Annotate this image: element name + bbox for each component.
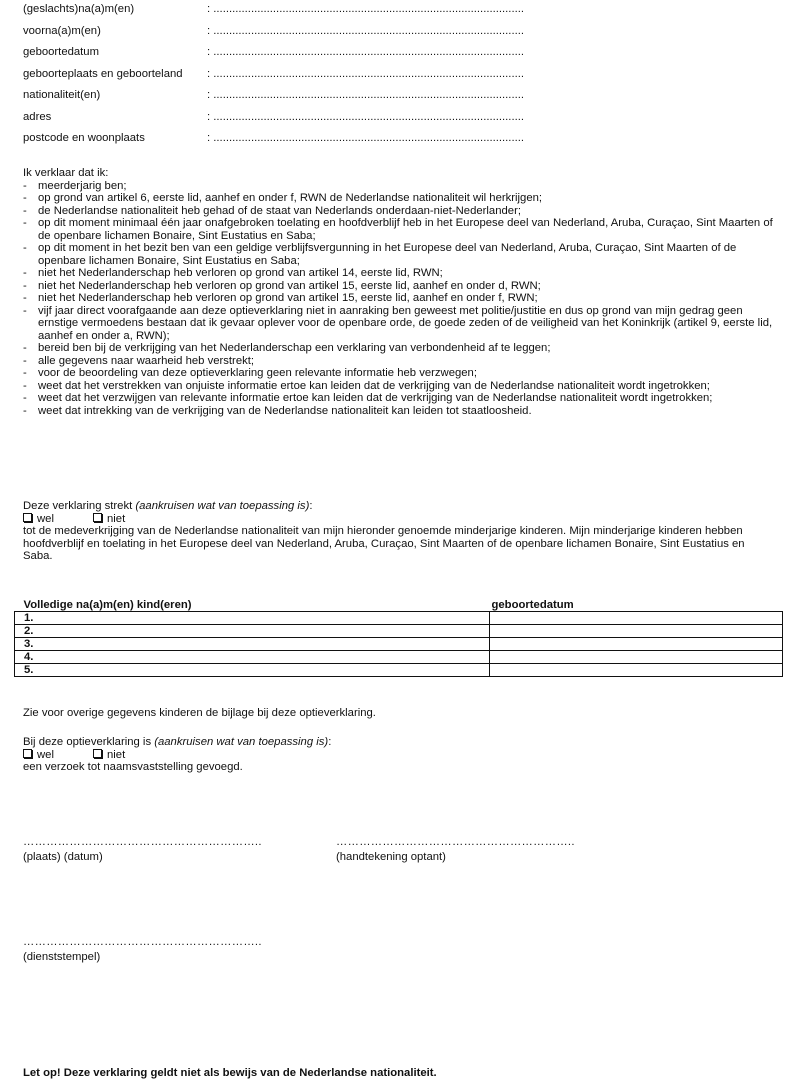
checkbox-icon[interactable] <box>23 513 32 522</box>
warning-note: Let op! Deze verklaring geldt niet als bewijs van de Nederlandse nationaliteit. <box>23 1067 437 1079</box>
personal-data-fields <box>23 3 783 154</box>
name-request-section <box>23 736 775 774</box>
bullet-dash: - <box>23 342 27 354</box>
child-name-cell[interactable]: 1. <box>15 612 490 625</box>
field-first-names[interactable] <box>23 25 783 47</box>
column-header-name: Volledige na(a)m(en) kind(eren) <box>23 599 192 611</box>
declaration-item: - niet het Nederlanderschap heb verloren op grond van artikel 15, eerste lid, aanhef en onder f, RWN; <box>23 292 538 304</box>
table-row <box>15 625 783 638</box>
field-label: geboortedatum <box>23 46 99 58</box>
stamp-label: (dienststempel) <box>23 951 101 963</box>
bullet-dash: - <box>23 354 27 367</box>
declaration-item: - voor de beoordeling van deze optieverklaring geen relevante informatie heb verzwegen; <box>23 367 477 379</box>
extension-options <box>23 513 775 526</box>
checkbox-icon[interactable] <box>93 749 102 758</box>
field-nationality[interactable] <box>23 89 783 111</box>
table-row <box>15 638 783 651</box>
declaration-item: - niet het Nederlanderschap heb verloren op grond van artikel 15, eerste lid, aanhef en onder d, RWN; <box>23 279 541 292</box>
bullet-dash: - <box>23 217 27 229</box>
bullet-dash: - <box>23 242 27 254</box>
child-date-cell[interactable] <box>490 651 783 664</box>
field-date-of-birth[interactable] <box>23 46 783 68</box>
child-name-cell[interactable]: 4. <box>15 651 490 664</box>
declaration-item: - op dit moment in het bezit ben van een geldige verblijfsvergunning in het Europese deel van Nederland, Aruba, Curaçao, Sint Maarten of de openbare lichamen Bonaire, Sint Eustatius en Saba; <box>23 242 737 267</box>
child-date-cell[interactable] <box>490 638 783 651</box>
table-row <box>15 612 783 625</box>
checkbox-niet[interactable]: niet <box>93 749 125 762</box>
field-label: voorna(a)m(en) <box>23 24 101 37</box>
field-postcode-city[interactable] <box>23 132 783 154</box>
child-name-cell[interactable]: 5. <box>15 664 490 677</box>
bullet-dash: - <box>23 367 27 379</box>
field-dotted-line[interactable]: : ................................................................................................... <box>207 24 525 37</box>
checkbox-icon[interactable] <box>23 749 32 758</box>
field-label: (geslachts)na(a)m(en) <box>23 3 135 15</box>
name-request-question: Bij deze optieverklaring is (aankruisen wat van toepassing is): <box>23 736 332 748</box>
declaration-item: - op grond van artikel 6, eerste lid, aanhef en onder f, RWN de Nederlandse nationaliteit wil herkrijgen; <box>23 192 543 204</box>
declaration-item: - meerderjarig ben; <box>23 179 127 192</box>
declaration-item: - op dit moment minimaal één jaar onafgebroken toelating en hoofdverblijf heb in het Europese deel van Nederland, Aruba, Curaçao, Sint Maarten of de openbare lichamen Bonaire, Sint Eustatius en Saba; <box>23 217 773 242</box>
declaration-item: - weet dat intrekking van de verkrijging van de Nederlandse nationaliteit kan leiden tot staatloosheid. <box>23 404 532 417</box>
name-request-body: een verzoek tot naamsvaststelling gevoegd. <box>23 761 243 773</box>
bullet-dash: - <box>23 179 27 192</box>
field-dotted-line[interactable]: : ................................................................................................... <box>207 132 525 144</box>
field-surname[interactable] <box>23 3 783 25</box>
bullet-dash: - <box>23 392 27 404</box>
declaration-item: - niet het Nederlanderschap heb verloren op grond van artikel 14, eerste lid, RWN; <box>23 267 443 279</box>
bullet-dash: - <box>23 267 27 279</box>
field-label: adres <box>23 110 52 123</box>
field-dotted-line[interactable]: : ................................................................................................... <box>207 67 525 80</box>
place-date-line[interactable]: …………………………………………………….. <box>23 836 262 848</box>
field-dotted-line[interactable]: : ................................................................................................... <box>207 89 525 101</box>
child-date-cell[interactable] <box>490 664 783 677</box>
declaration-item: - weet dat het verzwijgen van relevante informatie ertoe kan leiden dat de verkrijging van de Nederlandse nationaliteit wordt ingetrokken; <box>23 392 713 404</box>
name-request-options <box>23 749 775 762</box>
extension-question: Deze verklaring strekt (aankruisen wat van toepassing is): <box>23 500 313 512</box>
child-date-cell[interactable] <box>490 612 783 625</box>
declaration-intro: Ik verklaar dat ik: <box>23 167 109 179</box>
declaration-item: - alle gegevens naar waarheid heb verstrekt; <box>23 354 255 367</box>
bullet-dash: - <box>23 379 27 392</box>
child-name-cell[interactable]: 2. <box>15 625 490 638</box>
bullet-dash: - <box>23 192 27 204</box>
checkbox-wel[interactable]: wel <box>23 749 54 762</box>
bullet-dash: - <box>23 404 27 417</box>
checkbox-icon[interactable] <box>93 513 102 522</box>
field-dotted-line[interactable]: : ................................................................................................... <box>207 110 525 123</box>
table-row <box>15 651 783 664</box>
bullet-dash: - <box>23 292 27 304</box>
declaration-item: - de Nederlandse nationaliteit heb gehad of de staat van Nederlands onderdaan-niet-Nederlander; <box>23 204 521 217</box>
signature-label: (handtekening optant) <box>336 851 446 863</box>
field-dotted-line[interactable]: : ................................................................................................... <box>207 46 525 58</box>
bullet-dash: - <box>23 304 27 317</box>
declaration-item: - bereid ben bij de verkrijging van het Nederlanderschap een verklaring van verbondenheid af te leggen; <box>23 342 551 354</box>
children-table <box>14 599 783 677</box>
field-dotted-line[interactable]: : ................................................................................................... <box>207 3 525 15</box>
checkbox-niet[interactable]: niet <box>93 513 125 526</box>
declaration-section <box>23 167 775 417</box>
extension-body: tot de medeverkrijging van de Nederlandse nationaliteit van mijn hieronder genoemde minderjarige kinderen. Mijn minderjarige kinderen hebben hoofdverblijf en toelating in het Europese deel van Nederland, Aruba, Curaçao, Sint Maarten of de openbare lichamen Bonaire, Sint Eustatius en Saba. <box>23 525 745 562</box>
table-row <box>15 664 783 677</box>
signature-line[interactable]: …………………………………………………….. <box>336 836 575 848</box>
children-note: Zie voor overige gegevens kinderen de bijlage bij deze optieverklaring. <box>23 707 376 719</box>
extension-section <box>23 500 775 563</box>
table-header-row <box>15 599 783 612</box>
field-address[interactable] <box>23 111 783 133</box>
field-label: nationaliteit(en) <box>23 89 101 101</box>
stamp-line[interactable]: …………………………………………………….. <box>23 936 262 948</box>
checkbox-wel[interactable]: wel <box>23 513 54 526</box>
field-label: postcode en woonplaats <box>23 132 145 144</box>
child-name-cell[interactable]: 3. <box>15 638 490 651</box>
declaration-item: - vijf jaar direct voorafgaande aan deze optieverklaring niet in aanraking ben geweest met politie/justitie en dus op grond van mijn gedrag geen ernstige vermoedens bestaan dat ik gevaar oplever voor de openbare orde, de goede zeden of de veiligheid van het Koninkrijk (artikel 9, eerste lid, aanhef en onder a, RWN); <box>23 304 773 342</box>
place-date-label: (plaats) (datum) <box>23 851 103 863</box>
child-date-cell[interactable] <box>490 625 783 638</box>
declaration-item: - weet dat het verstrekken van onjuiste informatie ertoe kan leiden dat de verkrijging van de Nederlandse nationaliteit wordt ingetrokken; <box>23 379 710 392</box>
field-label: geboorteplaats en geboorteland <box>23 67 183 80</box>
bullet-dash: - <box>23 279 27 292</box>
column-header-date: geboortedatum <box>491 599 574 611</box>
bullet-dash: - <box>23 204 27 217</box>
field-place-of-birth[interactable] <box>23 68 783 90</box>
